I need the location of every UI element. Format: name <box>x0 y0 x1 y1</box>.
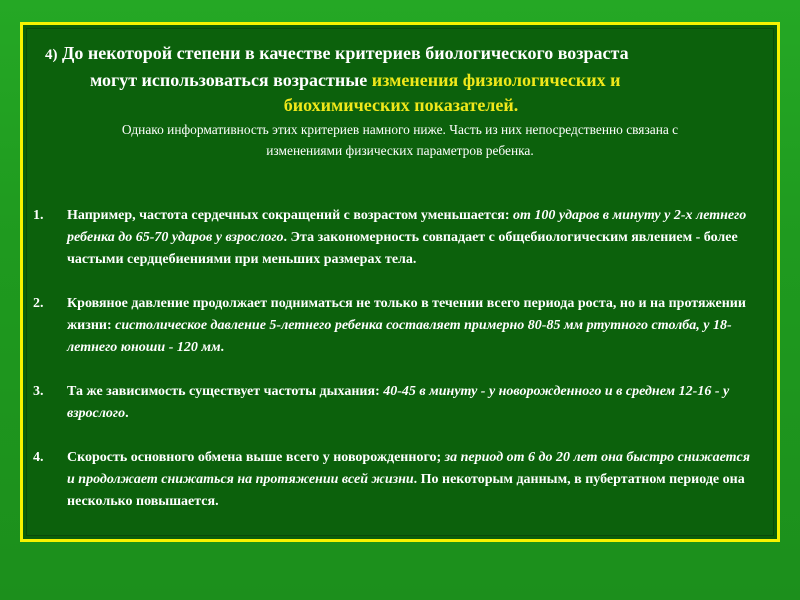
list-item-text-end: . <box>220 340 225 355</box>
list-item-italic: 40-45 в минуту - у новорожденного и в среднем 12-16 - у взрослого <box>67 384 730 421</box>
list-item-number: 1. <box>33 208 44 223</box>
heading-highlight-2: биохимических показателей. <box>283 95 519 115</box>
list-item-text: Кровяное давление продолжает подниматься не только в течении всего периода роста, но и на протяжении жизни: <box>67 296 746 333</box>
heading <box>45 41 757 118</box>
list-item-text: Например, частота сердечных сокращений с возрастом уменьшается: <box>67 208 513 223</box>
list-item-italic: от 100 ударов в минуту у 2-х летнего ребенка до 65-70 ударов у взрослого <box>67 208 747 245</box>
list-item-number: 3. <box>33 384 44 399</box>
list-item-italic: систолическое давление 5-летнего ребенка составляет примерно 80-85 мм ртутного столба, у 18-летнего юноши - 120 мм <box>67 318 732 355</box>
numbered-list <box>33 205 759 535</box>
heading-highlight-1: изменения физиологических и <box>371 70 621 90</box>
list-item-number: 4. <box>33 450 44 465</box>
heading-text-1: До некоторой степени в качестве критериев биологического возраста <box>57 43 629 63</box>
content-frame <box>20 22 780 542</box>
note-line-2: изменениями физических параметров ребенка. <box>266 143 534 158</box>
heading-line-1 <box>45 41 757 68</box>
list-item-text-end: . По некоторым данным, в пубертатном периоде она несколько повышается. <box>67 472 745 509</box>
list-item-text: Скорость основного обмена выше всего у новорожденного; <box>67 450 445 465</box>
list-item-text-end: . <box>125 406 129 421</box>
list-item-italic: за период от 6 до 20 лет она быстро снижается и продолжает снижаться на протяжении всей жизни <box>67 450 750 487</box>
content-panel <box>26 28 774 536</box>
list-item <box>33 381 759 425</box>
list-item-text-end: . Эта закономерность совпадает с общебиологическим явлением - более частыми сердцебиениями при меньших размерах тела. <box>67 230 738 267</box>
note-paragraph <box>33 119 767 161</box>
heading-text-2: могут использоваться возрастные <box>90 70 372 90</box>
list-item-text: Та же зависимость существует частоты дыхания: <box>67 384 384 399</box>
list-item-number: 2. <box>33 296 44 311</box>
heading-number: 4) <box>45 47 58 63</box>
list-item <box>33 205 759 271</box>
list-item <box>33 293 759 359</box>
heading-line-2 <box>90 68 757 93</box>
list-item <box>33 447 759 513</box>
note-line-1: Однако информативность этих критериев намного ниже. Часть из них непосредственно связана с <box>121 122 679 137</box>
